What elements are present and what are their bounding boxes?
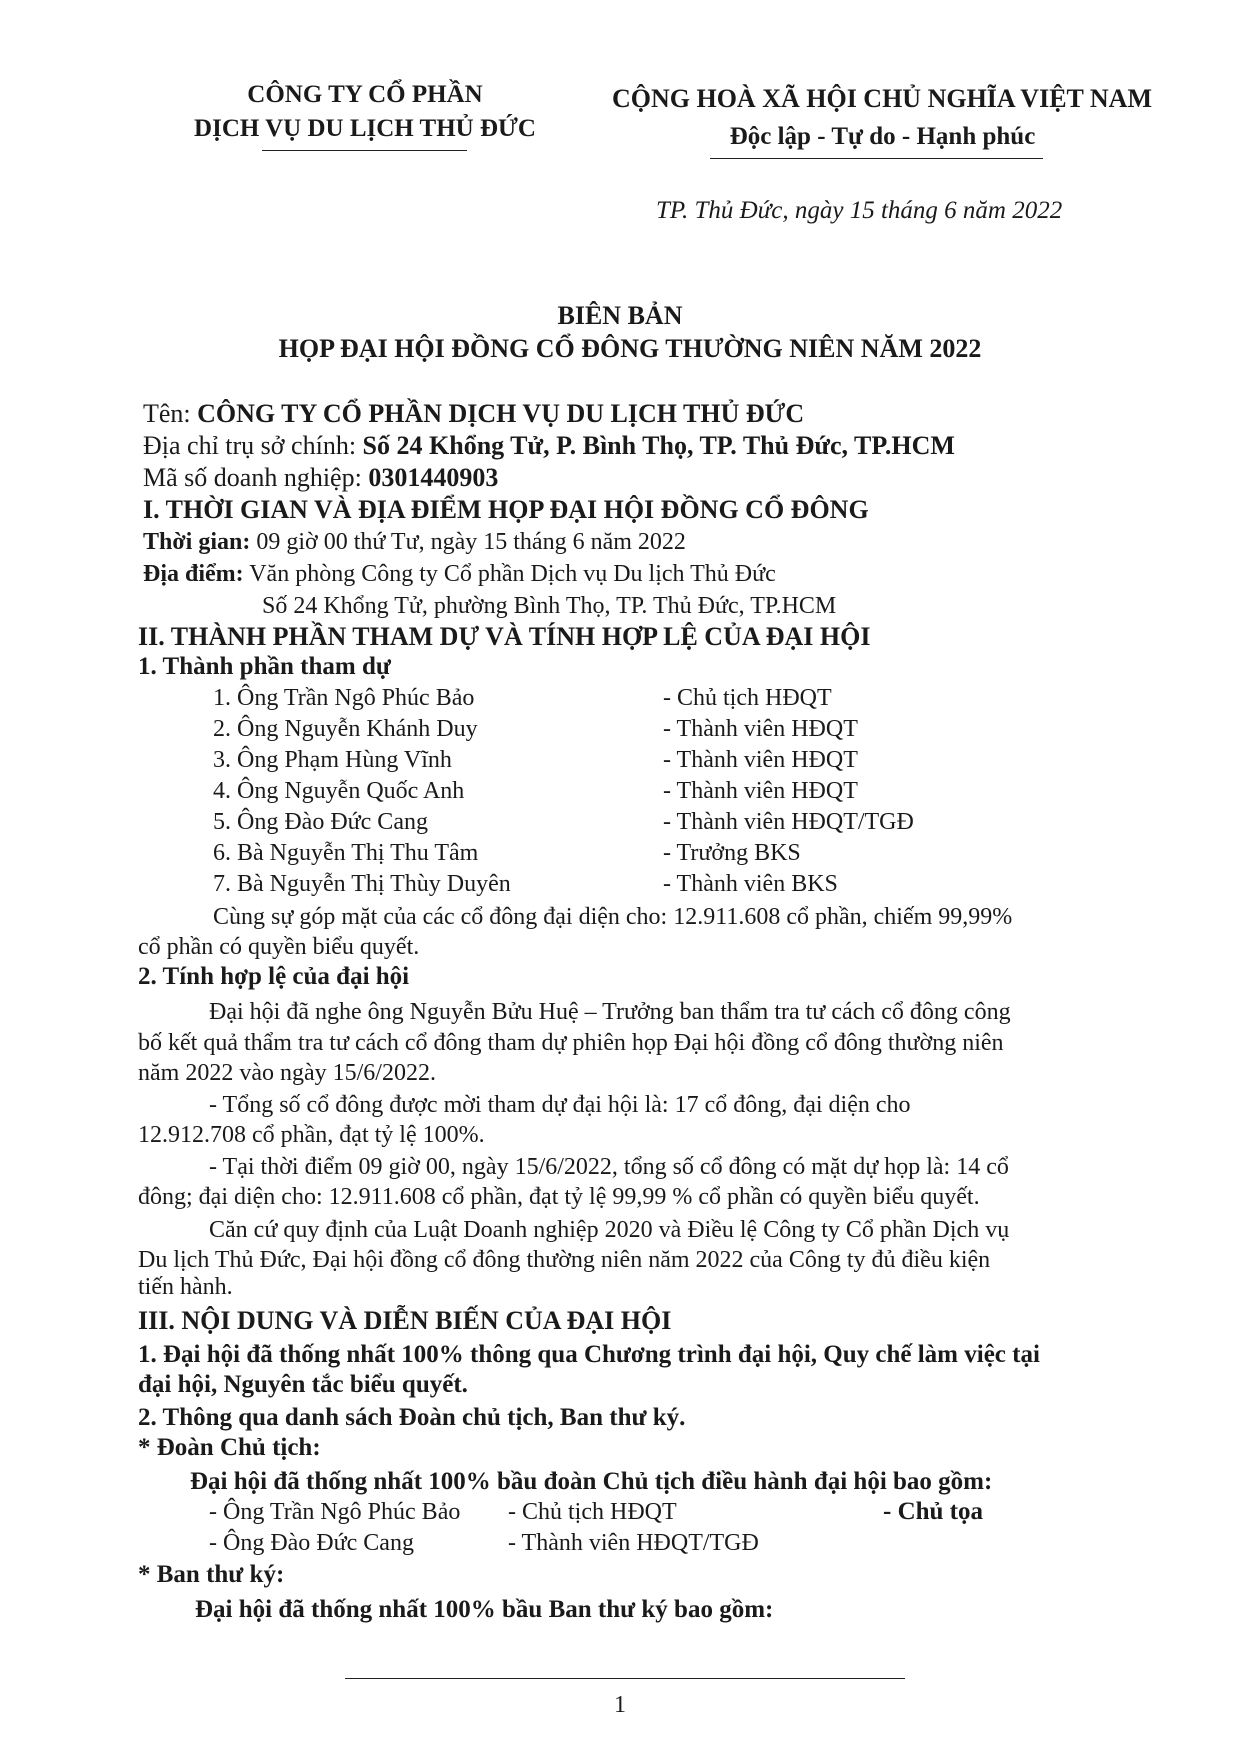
attendees-subheading: 1. Thành phần tham dự xyxy=(138,653,391,680)
attendee-role: - Thành viên HĐQT xyxy=(663,747,858,773)
time-value: 09 giờ 00 thứ Tư, ngày 15 tháng 6 năm 2022 xyxy=(250,529,686,555)
presidium-intro: Đại hội đã thống nhất 100% bầu đoàn Chủ tịch điều hành đại hội bao gồm: xyxy=(190,1468,993,1495)
presence-line2: cổ phần có quyền biểu quyết. xyxy=(138,934,420,960)
presidium-role: - Chủ tịch HĐQT xyxy=(508,1499,677,1525)
place-row xyxy=(143,559,776,589)
address-label: Địa chỉ trụ sở chính: xyxy=(143,431,363,460)
place-date: TP. Thủ Đức, ngày 15 tháng 6 năm 2022 xyxy=(656,197,1063,224)
validity-subheading: 2. Tính hợp lệ của đại hội xyxy=(138,963,410,990)
name-label: Tên: xyxy=(143,399,198,428)
presidium-name: - Ông Trần Ngô Phúc Bảo xyxy=(209,1499,461,1525)
presidium-label: * Đoàn Chủ tịch: xyxy=(138,1434,321,1461)
presidium-note: - Chủ tọa xyxy=(883,1498,984,1525)
attendee-role: - Thành viên HĐQT xyxy=(663,778,858,804)
company-name-line2: DỊCH VỤ DU LỊCH THỦ ĐỨC xyxy=(194,115,536,142)
motto-underline xyxy=(710,158,1043,159)
section2-heading: II. THÀNH PHẦN THAM DỰ VÀ TÍNH HỢP LỆ CỦA ĐẠI HỘI xyxy=(138,622,871,651)
attendee-name: 5. Ông Đào Đức Cang xyxy=(213,809,428,835)
time-label: Thời gian: xyxy=(143,529,251,555)
place-value1: Văn phòng Công ty Cổ phần Dịch vụ Du lịch Thủ Đức xyxy=(243,561,776,587)
presence-line1: Cùng sự góp mặt của các cổ đông đại diện cho: 12.911.608 cổ phần, chiếm 99,99% xyxy=(213,904,1013,930)
validity-p4-line3: tiến hành. xyxy=(138,1274,233,1300)
attendee-name: 3. Ông Phạm Hùng Vĩnh xyxy=(213,747,452,773)
time-row xyxy=(143,527,686,557)
validity-p3-line2: đông; đại diện cho: 12.911.608 cổ phần, đạt tỷ lệ 99,99 % cổ phần có quyền biểu quyết. xyxy=(138,1184,980,1210)
validity-p1-line3: năm 2022 vào ngày 15/6/2022. xyxy=(138,1060,436,1086)
attendee-role: - Chủ tịch HĐQT xyxy=(663,685,832,711)
validity-p4-line1: Căn cứ quy định của Luật Doanh nghiệp 2020 và Điều lệ Công ty Cổ phần Dịch vụ xyxy=(209,1217,1010,1243)
attendee-name: 7. Bà Nguyễn Thị Thùy Duyên xyxy=(213,871,511,897)
attendee-name: 2. Ông Nguyễn Khánh Duy xyxy=(213,716,478,742)
validity-p4-line2: Du lịch Thủ Đức, Đại hội đồng cổ đông thường niên năm 2022 của Công ty đủ điều kiện xyxy=(138,1247,991,1273)
validity-p2-line2: 12.912.708 cổ phần, đạt tỷ lệ 100%. xyxy=(138,1122,485,1148)
company-underline xyxy=(262,150,467,151)
page-number: 1 xyxy=(614,1692,626,1718)
address-value: Số 24 Khổng Tử, P. Bình Thọ, TP. Thủ Đức, TP.HCM xyxy=(362,431,955,460)
tax-label: Mã số doanh nghiệp: xyxy=(143,463,369,492)
item1-line2: đại hội, Nguyên tắc biểu quyết. xyxy=(138,1371,468,1398)
place-value2: Số 24 Khổng Tử, phường Bình Thọ, TP. Thủ Đức, TP.HCM xyxy=(262,593,837,619)
doc-title: BIÊN BẢN xyxy=(557,301,683,330)
secretary-label: * Ban thư ký: xyxy=(138,1561,285,1588)
validity-p1-line1: Đại hội đã nghe ông Nguyễn Bửu Huệ – Trưởng ban thẩm tra tư cách cổ đông công xyxy=(209,999,1011,1025)
place-label: Địa điểm: xyxy=(143,561,244,587)
nation-title: CỘNG HOÀ XÃ HỘI CHỦ NGHĨA VIỆT NAM xyxy=(611,84,1153,113)
address-row xyxy=(143,431,955,461)
attendee-name: 6. Bà Nguyễn Thị Thu Tâm xyxy=(213,840,479,866)
secretary-intro: Đại hội đã thống nhất 100% bầu Ban thư ký bao gồm: xyxy=(195,1596,774,1623)
validity-p1-line2: bố kết quả thẩm tra tư cách cổ đông tham dự phiên họp Đại hội đồng cổ đông thường niên xyxy=(138,1030,1004,1056)
attendee-role: - Thành viên HĐQT xyxy=(663,716,858,742)
presidium-role: - Thành viên HĐQT/TGĐ xyxy=(508,1530,759,1556)
attendee-name: 1. Ông Trần Ngô Phúc Bảo xyxy=(213,685,475,711)
section3-heading: III. NỘI DUNG VÀ DIỄN BIẾN CỦA ĐẠI HỘI xyxy=(138,1306,672,1335)
attendee-name: 4. Ông Nguyễn Quốc Anh xyxy=(213,778,465,804)
validity-p3-line1: - Tại thời điểm 09 giờ 00, ngày 15/6/2022, tổng số cổ đông có mặt dự họp là: 14 cổ xyxy=(209,1154,1009,1180)
doc-subtitle: HỌP ĐẠI HỘI ĐỒNG CỔ ĐÔNG THƯỜNG NIÊN NĂM 2022 xyxy=(278,334,982,363)
tax-row xyxy=(143,463,498,493)
footer-rule xyxy=(345,1678,905,1679)
presidium-name: - Ông Đào Đức Cang xyxy=(209,1530,414,1556)
nation-motto: Độc lập - Tự do - Hạnh phúc xyxy=(729,123,1036,150)
company-name-row xyxy=(143,399,804,429)
attendee-role: - Trưởng BKS xyxy=(663,840,801,866)
name-value: CÔNG TY CỔ PHẦN DỊCH VỤ DU LỊCH THỦ ĐỨC xyxy=(197,399,805,428)
attendee-role: - Thành viên HĐQT/TGĐ xyxy=(663,809,914,835)
tax-value: 0301440903 xyxy=(368,463,499,492)
item2: 2. Thông qua danh sách Đoàn chủ tịch, Ban thư ký. xyxy=(138,1404,686,1431)
validity-p2-line1: - Tổng số cổ đông được mời tham dự đại hội là: 17 cổ đông, đại diện cho xyxy=(209,1092,911,1118)
section1-heading: I. THỜI GIAN VÀ ĐỊA ĐIỂM HỌP ĐẠI HỘI ĐỒNG CỔ ĐÔNG xyxy=(143,495,869,524)
company-name-line1: CÔNG TY CỔ PHẦN xyxy=(247,81,483,108)
item1-line1: 1. Đại hội đã thống nhất 100% thông qua Chương trình đại hội, Quy chế làm việc tại xyxy=(138,1341,1040,1368)
attendee-role: - Thành viên BKS xyxy=(663,871,838,897)
